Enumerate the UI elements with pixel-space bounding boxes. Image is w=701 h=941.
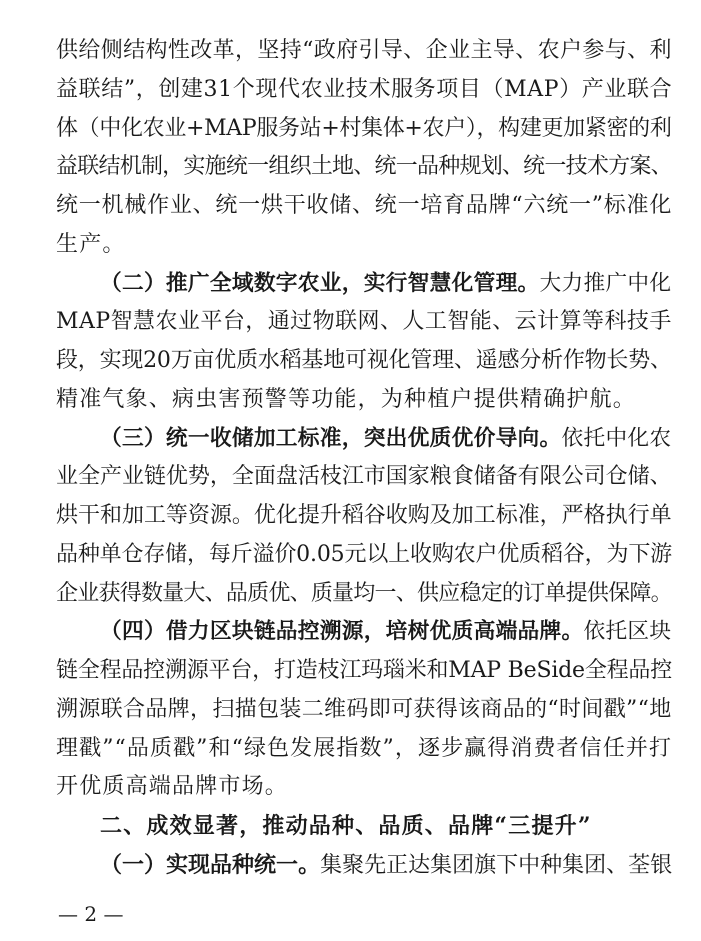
section-3-heading: （三）统一收储加工标准，突出优质优价导向。	[100, 426, 562, 451]
paragraph-line: 品种单仓存储，每斤溢价0.05元以上收购农户优质稻谷，为下游	[56, 542, 672, 567]
paragraph-line: 供给侧结构性改革，坚持“政府引导、企业主导、农户参与、利	[56, 38, 672, 63]
section-5-heading: （一）实现品种统一。	[100, 852, 321, 878]
section-4-text: 依托区块	[583, 619, 672, 644]
paragraph-line: MAP智慧农业平台，通过物联网、人工智能、云计算等科技手	[56, 309, 672, 334]
page-number: — 2 —	[58, 902, 124, 926]
paragraph-line: 链全程品控溯源平台，打造枝江玛瑙米和MAP BeSide全程品控	[56, 658, 673, 683]
section-2-text: 大力推广中化	[539, 271, 672, 296]
section-4-first-line	[100, 617, 671, 647]
paragraph-line: 段，实现20万亩优质水稻基地可视化管理、遥感分析作物长势、	[56, 348, 672, 373]
paragraph-line: 精准气象、病虫害预警等功能，为种植户提供精确护航。	[56, 387, 637, 412]
section-4-heading: （四）借力区块链品控溯源，培树优质高端品牌。	[100, 619, 584, 644]
paragraph-line: 开优质高端品牌市场。	[56, 774, 289, 799]
paragraph-line: 统一机械作业、统一烘干收储、统一培育品牌“六统一”标准化	[56, 193, 673, 218]
section-2-heading: （二）推广全域数字农业，实行智慧化管理。	[100, 271, 540, 296]
paragraph-line: 益联结机制，实施统一组织土地、统一品种规划、统一技术方案、	[56, 154, 672, 179]
paragraph-line: 生产。	[56, 232, 126, 257]
section-5-text: 集聚先正达集团旗下中种集团、荃银	[320, 853, 673, 878]
paragraph-line: 溯源联合品牌，扫描包装二维码即可获得该商品的“时间戳”“地	[56, 697, 672, 722]
section-3-text: 依托中化农	[561, 426, 672, 451]
paragraph-line: 理戳”“品质戳”和“绿色发展指数”，逐步赢得消费者信任并打	[56, 736, 673, 761]
part-2-title: 二、成效显著，推动品种、品质、品牌“三提升”	[100, 813, 592, 839]
paragraph-line: 烘干和加工等资源。优化提升稻谷收购及加工标准，严格执行单	[56, 503, 672, 528]
section-3-first-line	[100, 424, 671, 454]
paragraph-line: 业全产业链优势，全面盘活枝江市国家粮食储备有限公司仓储、	[56, 464, 672, 489]
paragraph-line: 体（中化农业+MAP服务站+村集体+农户），构建更加紧密的利	[56, 116, 672, 141]
paragraph-line: 企业获得数量大、品质优、质量均一、供应稳定的订单提供保障。	[56, 581, 672, 606]
paragraph-line: 益联结”，创建31个现代农业技术服务项目（MAP）产业联合	[56, 77, 673, 102]
section-5-first-line	[100, 850, 672, 881]
section-2-first-line	[100, 269, 671, 299]
